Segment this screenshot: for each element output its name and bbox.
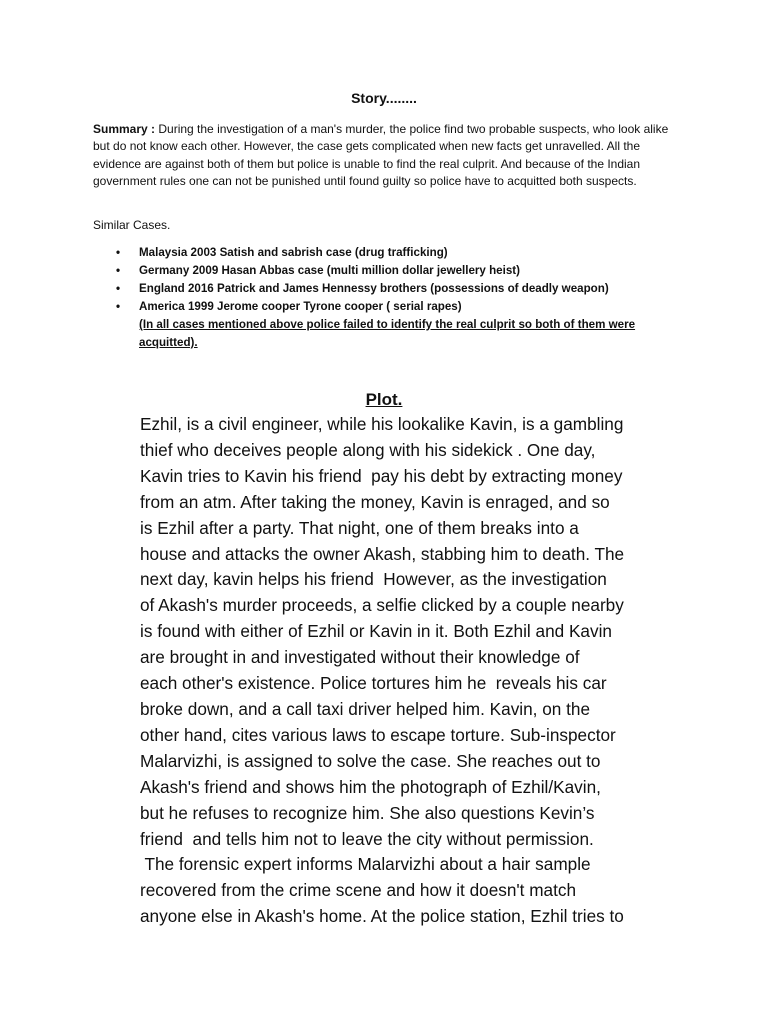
plot-line: but he refuses to recognize him. She also questions Kevin’s [140, 802, 595, 823]
plot-line: are brought in and investigated without their knowledge of [140, 647, 580, 668]
plot-line: The forensic expert informs Malarvizhi about a hair sample [140, 854, 591, 875]
summary-paragraph [93, 121, 683, 191]
case-item [93, 298, 693, 352]
case-text: England 2016 Patrick and James Hennessy brothers (possessions of deadly weapon) [139, 282, 609, 295]
bullet-icon: • [116, 300, 121, 313]
plot-line: is Ezhil after a party. That night, one of them breaks into a [140, 517, 579, 538]
bullet-icon: • [116, 282, 121, 295]
plot-line: each other's existence. Police tortures him he reveals his car [140, 673, 607, 694]
plot-line: thief who deceives people along with his sidekick . One day, [140, 439, 596, 460]
plot-line: recovered from the crime scene and how it doesn't match [140, 880, 577, 901]
case-item [93, 244, 693, 262]
plot-line: Kavin tries to Kavin his friend pay his debt by extracting money [140, 465, 623, 486]
plot-line: friend and tells him not to leave the city without permission. [140, 828, 594, 849]
story-title: Story........ [351, 90, 417, 106]
case-text: America 1999 Jerome cooper Tyrone cooper ( serial rapes) [139, 300, 462, 313]
plot-line: Malarvizhi, is assigned to solve the case. She reaches out to [140, 750, 601, 771]
plot-line: anyone else in Akash's home. At the police station, Ezhil tries to [140, 906, 624, 927]
plot-line: is found with either of Ezhil or Kavin in it. Both Ezhil and Kavin [140, 621, 612, 642]
bullet-icon: • [116, 246, 121, 259]
plot-line: Ezhil, is a civil engineer, while his lookalike Kavin, is a gambling [140, 414, 624, 434]
plot-line: of Akash's murder proceeds, a selfie clicked by a couple nearby [140, 595, 624, 616]
bullet-icon: • [116, 264, 121, 277]
case-item [93, 280, 693, 298]
case-text: Germany 2009 Hasan Abbas case (multi million dollar jewellery heist) [139, 264, 521, 277]
summary-label: Summary : [93, 122, 156, 136]
summary-text: During the investigation of a man's murder, the police find two probable suspects, who look alike but do not know each other. However, the case gets complicated when new facts get unravelled. All the evidence are against both of them but police is unable to find the real culprit. And because of the Indian government rules one can not be punished until found guilty so police have to acquitted both suspects. [93, 122, 669, 189]
plot-paragraph [140, 412, 680, 930]
similar-cases-list [93, 244, 693, 352]
plot-line: house and attacks the owner Akash, stabbing him to death. The [140, 543, 625, 564]
plot-line: Akash's friend and shows him the photograph of Ezhil/Kavin, [140, 776, 601, 797]
plot-title: Plot. [365, 390, 403, 409]
case-item [93, 262, 693, 280]
plot-line: from an atm. After taking the money, Kavin is enraged, and so [140, 491, 610, 512]
plot-line: broke down, and a call taxi driver helped him. Kavin, on the [140, 698, 590, 719]
plot-line: other hand, cites various laws to escape torture. Sub-inspector [140, 724, 616, 745]
similar-cases-heading: Similar Cases. [93, 218, 171, 232]
cases-note: (In all cases mentioned above police failed to identify the real culprit so both of them were acquitted). [139, 318, 636, 349]
case-text: Malaysia 2003 Satish and sabrish case (drug trafficking) [139, 246, 448, 259]
plot-line: next day, kavin helps his friend However, as the investigation [140, 569, 607, 590]
